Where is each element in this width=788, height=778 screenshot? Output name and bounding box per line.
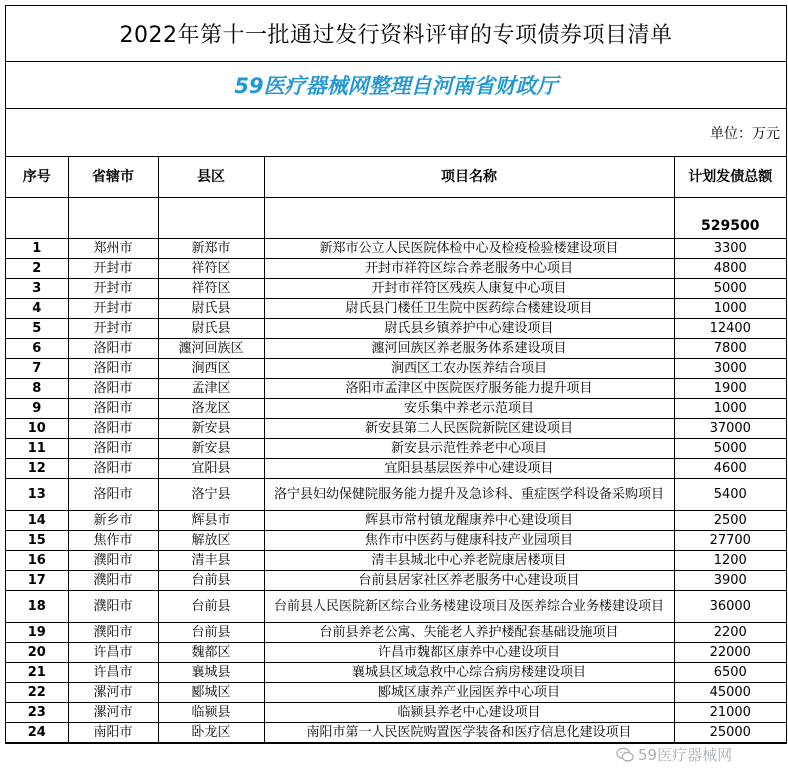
- empty-cell: [264, 198, 674, 239]
- row-number: 23: [6, 703, 68, 723]
- total-amount: 529500: [674, 198, 786, 239]
- city-cell: 洛阳市: [68, 439, 158, 459]
- county-cell: 孟津区: [158, 379, 264, 399]
- header-cell: 省辖市: [68, 157, 158, 198]
- project-name-cell: 台前县居家社区养老服务中心建设项目: [264, 571, 674, 591]
- amount-cell: 4800: [674, 259, 786, 279]
- row-number: 4: [6, 299, 68, 319]
- amount-cell: 22000: [674, 643, 786, 663]
- row-number: 1: [6, 239, 68, 259]
- city-cell: 濮阳市: [68, 591, 158, 623]
- row-number: 18: [6, 591, 68, 623]
- unit-label: 单位：万元: [6, 109, 786, 157]
- amount-cell: 1900: [674, 379, 786, 399]
- project-name-cell: 台前县养老公寓、失能老人养护楼配套基础设施项目: [264, 623, 674, 643]
- county-cell: 新郑市: [158, 239, 264, 259]
- amount-cell: 2500: [674, 511, 786, 531]
- table-row: [6, 279, 786, 299]
- table-row: [6, 419, 786, 439]
- project-name-cell: 焦作市中医药与健康科技产业园项目: [264, 531, 674, 551]
- county-cell: 辉县市: [158, 511, 264, 531]
- amount-cell: 6500: [674, 663, 786, 683]
- project-name-cell: 清丰县城北中心养老院康居楼项目: [264, 551, 674, 571]
- table-row: [6, 723, 786, 743]
- wechat-logo-icon: [616, 746, 634, 764]
- county-cell: 魏都区: [158, 643, 264, 663]
- empty-cell: [6, 198, 68, 239]
- city-cell: 新乡市: [68, 511, 158, 531]
- table-row: [6, 643, 786, 663]
- amount-cell: 12400: [674, 319, 786, 339]
- project-name-cell: 涧西区工农办医养结合项目: [264, 359, 674, 379]
- table-row: [6, 623, 786, 643]
- project-name-cell: 南阳市第一人民医院购置医学装备和医疗信息化建设项目: [264, 723, 674, 743]
- table-row: [6, 591, 786, 623]
- row-number: 14: [6, 511, 68, 531]
- project-name-cell: 台前县人民医院新区综合业务楼建设项目及医养综合业务楼建设项目: [264, 591, 674, 623]
- table-row: [6, 259, 786, 279]
- project-name-cell: 尉氏县门楼任卫生院中医药综合楼建设项目: [264, 299, 674, 319]
- city-cell: 焦作市: [68, 531, 158, 551]
- amount-cell: 45000: [674, 683, 786, 703]
- table-row: [6, 531, 786, 551]
- project-name-cell: 瀍河回族区养老服务体系建设项目: [264, 339, 674, 359]
- county-cell: 瀍河回族区: [158, 339, 264, 359]
- empty-cell: [68, 198, 158, 239]
- county-cell: 临颍县: [158, 703, 264, 723]
- city-cell: 洛阳市: [68, 359, 158, 379]
- amount-cell: 3300: [674, 239, 786, 259]
- table-row: [6, 683, 786, 703]
- county-cell: 新安县: [158, 419, 264, 439]
- amount-cell: 3900: [674, 571, 786, 591]
- row-number: 20: [6, 643, 68, 663]
- project-name-cell: 郾城区康养产业园医养中心项目: [264, 683, 674, 703]
- project-name-cell: 安乐集中养老示范项目: [264, 399, 674, 419]
- amount-cell: 1200: [674, 551, 786, 571]
- header-cell: 项目名称: [264, 157, 674, 198]
- project-name-cell: 襄城县区域急救中心综合病房楼建设项目: [264, 663, 674, 683]
- total-row: [6, 198, 786, 239]
- header-cell: 计划发债总额: [674, 157, 786, 198]
- table-row: [6, 479, 786, 511]
- row-number: 17: [6, 571, 68, 591]
- table-row: [6, 359, 786, 379]
- row-number: 24: [6, 723, 68, 743]
- row-number: 13: [6, 479, 68, 511]
- row-number: 5: [6, 319, 68, 339]
- sheet-subtitle: 59医疗器械网整理自河南省财政厅: [6, 62, 786, 109]
- amount-cell: 5000: [674, 439, 786, 459]
- amount-cell: 36000: [674, 591, 786, 623]
- city-cell: 郑州市: [68, 239, 158, 259]
- table-row: [6, 571, 786, 591]
- row-number: 9: [6, 399, 68, 419]
- amount-cell: 1000: [674, 399, 786, 419]
- county-cell: 祥符区: [158, 259, 264, 279]
- row-number: 15: [6, 531, 68, 551]
- table-row: [6, 439, 786, 459]
- county-cell: 襄城县: [158, 663, 264, 683]
- project-name-cell: 新安县第二人民医院新院区建设项目: [264, 419, 674, 439]
- row-number: 16: [6, 551, 68, 571]
- header-row: [6, 157, 786, 198]
- row-number: 10: [6, 419, 68, 439]
- row-number: 8: [6, 379, 68, 399]
- county-cell: 卧龙区: [158, 723, 264, 743]
- table-row: [6, 339, 786, 359]
- table-row: [6, 511, 786, 531]
- city-cell: 开封市: [68, 319, 158, 339]
- city-cell: 洛阳市: [68, 379, 158, 399]
- row-number: 11: [6, 439, 68, 459]
- county-cell: 洛龙区: [158, 399, 264, 419]
- county-cell: 尉氏县: [158, 299, 264, 319]
- row-number: 22: [6, 683, 68, 703]
- amount-cell: 5000: [674, 279, 786, 299]
- table-row: [6, 299, 786, 319]
- watermark: [616, 744, 732, 765]
- table-row: [6, 663, 786, 683]
- city-cell: 洛阳市: [68, 479, 158, 511]
- row-number: 6: [6, 339, 68, 359]
- row-number: 19: [6, 623, 68, 643]
- county-cell: 郾城区: [158, 683, 264, 703]
- project-name-cell: 许昌市魏都区康养中心建设项目: [264, 643, 674, 663]
- county-cell: 台前县: [158, 571, 264, 591]
- city-cell: 洛阳市: [68, 419, 158, 439]
- city-cell: 濮阳市: [68, 551, 158, 571]
- city-cell: 洛阳市: [68, 459, 158, 479]
- city-cell: 许昌市: [68, 663, 158, 683]
- amount-cell: 2200: [674, 623, 786, 643]
- header-cell: 序号: [6, 157, 68, 198]
- city-cell: 漯河市: [68, 703, 158, 723]
- amount-cell: 5400: [674, 479, 786, 511]
- city-cell: 濮阳市: [68, 623, 158, 643]
- county-cell: 清丰县: [158, 551, 264, 571]
- table-row: [6, 703, 786, 723]
- amount-cell: 7800: [674, 339, 786, 359]
- city-cell: 濮阳市: [68, 571, 158, 591]
- row-number: 21: [6, 663, 68, 683]
- project-table: [6, 157, 786, 743]
- city-cell: 开封市: [68, 259, 158, 279]
- county-cell: 宜阳县: [158, 459, 264, 479]
- project-name-cell: 尉氏县乡镇养护中心建设项目: [264, 319, 674, 339]
- table-row: [6, 551, 786, 571]
- city-cell: 开封市: [68, 279, 158, 299]
- project-name-cell: 新安县示范性养老中心项目: [264, 439, 674, 459]
- row-number: 12: [6, 459, 68, 479]
- table-row: [6, 399, 786, 419]
- project-name-cell: 临颍县养老中心建设项目: [264, 703, 674, 723]
- project-name-cell: 洛阳市孟津区中医院医疗服务能力提升项目: [264, 379, 674, 399]
- amount-cell: 1000: [674, 299, 786, 319]
- amount-cell: 3000: [674, 359, 786, 379]
- county-cell: 台前县: [158, 623, 264, 643]
- empty-cell: [158, 198, 264, 239]
- amount-cell: 21000: [674, 703, 786, 723]
- project-name-cell: 开封市祥符区综合养老服务中心项目: [264, 259, 674, 279]
- row-number: 7: [6, 359, 68, 379]
- city-cell: 洛阳市: [68, 339, 158, 359]
- row-number: 2: [6, 259, 68, 279]
- county-cell: 解放区: [158, 531, 264, 551]
- amount-cell: 37000: [674, 419, 786, 439]
- county-cell: 台前县: [158, 591, 264, 623]
- project-name-cell: 宜阳县基层医养中心建设项目: [264, 459, 674, 479]
- table-row: [6, 239, 786, 259]
- table-row: [6, 459, 786, 479]
- city-cell: 洛阳市: [68, 399, 158, 419]
- county-cell: 洛宁县: [158, 479, 264, 511]
- header-cell: 县区: [158, 157, 264, 198]
- county-cell: 尉氏县: [158, 319, 264, 339]
- county-cell: 涧西区: [158, 359, 264, 379]
- table-row: [6, 319, 786, 339]
- project-name-cell: 新郑市公立人民医院体检中心及检疫检验楼建设项目: [264, 239, 674, 259]
- table-row: [6, 379, 786, 399]
- sheet-title: 2022年第十一批通过发行资料评审的专项债券项目清单: [6, 6, 786, 62]
- county-cell: 祥符区: [158, 279, 264, 299]
- amount-cell: 27700: [674, 531, 786, 551]
- county-cell: 新安县: [158, 439, 264, 459]
- amount-cell: 25000: [674, 723, 786, 743]
- row-number: 3: [6, 279, 68, 299]
- spreadsheet: [5, 5, 787, 744]
- city-cell: 许昌市: [68, 643, 158, 663]
- project-name-cell: 开封市祥符区残疾人康复中心项目: [264, 279, 674, 299]
- project-name-cell: 辉县市常村镇龙醒康养中心建设项目: [264, 511, 674, 531]
- amount-cell: 4600: [674, 459, 786, 479]
- watermark-text: 59医疗器械网: [638, 746, 733, 764]
- city-cell: 开封市: [68, 299, 158, 319]
- city-cell: 南阳市: [68, 723, 158, 743]
- project-name-cell: 洛宁县妇幼保健院服务能力提升及急诊科、重症医学科设备采购项目: [264, 479, 674, 511]
- city-cell: 漯河市: [68, 683, 158, 703]
